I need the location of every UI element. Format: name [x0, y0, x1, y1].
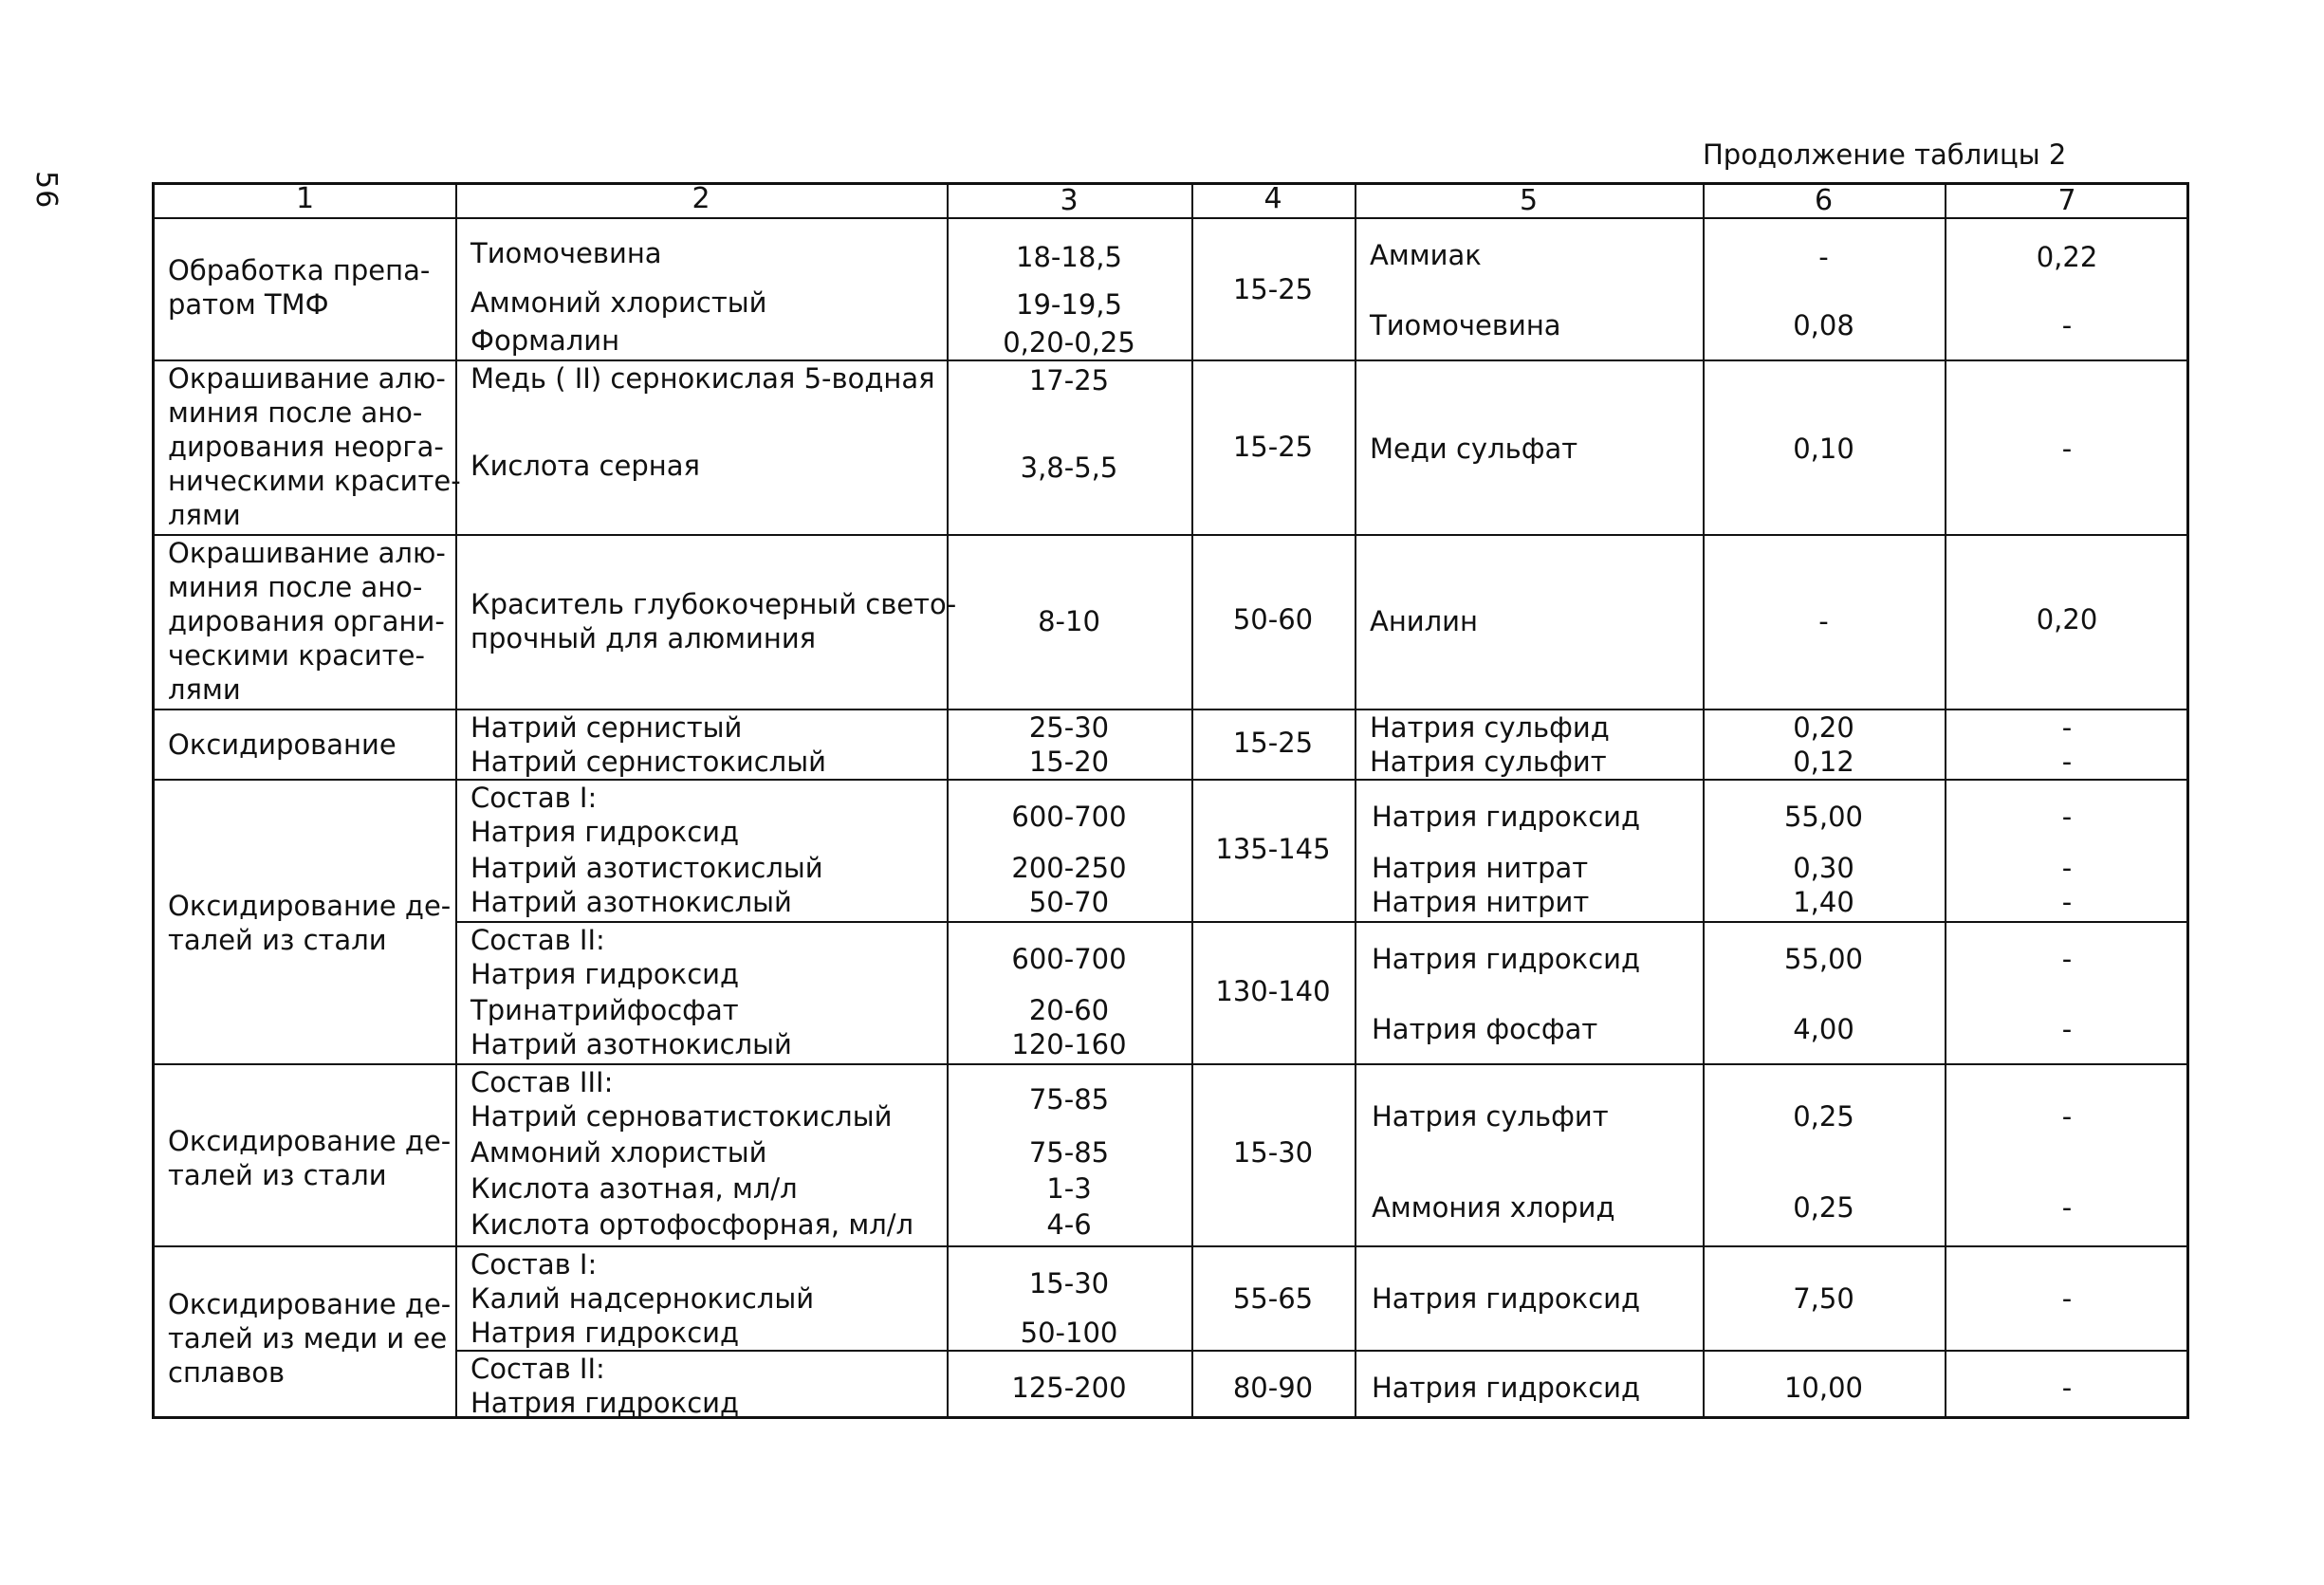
table-caption: Продолжение таблицы 2	[1703, 138, 2067, 171]
column-divider	[1191, 185, 1193, 1416]
component-cell: Натрий сернистокислый	[470, 746, 826, 778]
value-cell: -	[2061, 1372, 2073, 1404]
column-divider	[1355, 185, 1356, 1416]
component-cell: Аммоний хлористый	[470, 1136, 767, 1169]
component-cell: Состав II:	[470, 1353, 605, 1385]
component-cell: Состав I:	[470, 1248, 598, 1281]
value-cell: 0,22	[2036, 241, 2098, 273]
component-cell: Калий надсернокислый	[470, 1282, 815, 1315]
substance-cell: Аммония хлорид	[1372, 1191, 1615, 1224]
value-cell: 7,50	[1793, 1282, 1854, 1315]
temperature-cell: 50-60	[1232, 603, 1314, 636]
concentration-cell: 8-10	[1038, 605, 1100, 637]
substance-cell: Натрия нитрат	[1372, 852, 1589, 884]
temperature-cell: 55-65	[1232, 1282, 1314, 1315]
component-cell: Аммоний хлористый	[470, 286, 767, 319]
row-divider	[155, 534, 2186, 536]
value-cell: 0,30	[1793, 852, 1854, 884]
value-cell: -	[2061, 433, 2073, 465]
temperature-cell: 15-25	[1232, 273, 1314, 305]
substance-cell: Натрия сульфит	[1372, 1100, 1609, 1133]
concentration-cell: 120-160	[1011, 1028, 1127, 1060]
value-cell: -	[1818, 241, 1829, 273]
value-cell: 0,20	[1793, 711, 1854, 744]
concentration-cell: 75-85	[1028, 1136, 1110, 1169]
concentration-cell: 17-25	[1028, 364, 1110, 396]
concentration-cell: 25-30	[1028, 711, 1110, 744]
value-cell: 0,20	[2036, 603, 2098, 636]
component-cell: Натрий сернистый	[470, 711, 743, 744]
concentration-cell: 3,8-5,5	[1020, 452, 1118, 484]
header-cell: 3	[1060, 184, 1079, 217]
component-cell: Краситель глубокочерный свето- прочный для алюминия	[470, 588, 957, 654]
component-cell: Натрия гидроксид	[470, 958, 740, 990]
concentration-cell: 20-60	[1028, 994, 1110, 1026]
process-cell: Оксидирование де- талей из стали	[168, 890, 452, 956]
component-cell: Кислота серная	[470, 450, 700, 482]
concentration-cell: 1-3	[1046, 1172, 1092, 1205]
header-cell: 2	[692, 182, 710, 215]
component-cell: Натрия гидроксид	[470, 1387, 740, 1419]
value-cell: -	[2061, 746, 2073, 778]
concentration-cell: 75-85	[1028, 1083, 1110, 1115]
value-cell: 0,25	[1793, 1100, 1854, 1133]
concentration-cell: 4-6	[1046, 1208, 1092, 1241]
concentration-cell: 19-19,5	[1016, 288, 1122, 321]
substance-cell: Натрия фосфат	[1372, 1013, 1598, 1045]
block-divider	[455, 1350, 2186, 1352]
concentration-cell: 600-700	[1011, 801, 1127, 833]
substance-cell: Аммиак	[1370, 239, 1482, 271]
value-cell: -	[2061, 1013, 2073, 1045]
temperature-cell: 15-25	[1232, 727, 1314, 759]
component-cell: Тринатрийфосфат	[470, 994, 739, 1026]
substance-cell: Натрия сульфид	[1370, 711, 1610, 744]
component-cell: Натрия гидроксид	[470, 1317, 740, 1349]
substance-cell: Натрия нитрит	[1372, 886, 1590, 918]
concentration-cell: 15-20	[1028, 746, 1110, 778]
temperature-cell: 15-25	[1232, 431, 1314, 463]
value-cell: -	[2061, 801, 2073, 833]
concentration-cell: 50-100	[1020, 1317, 1118, 1349]
concentration-cell: 200-250	[1011, 852, 1127, 884]
value-cell: -	[2061, 1100, 2073, 1133]
row-divider	[155, 1063, 2186, 1065]
value-cell: -	[2061, 943, 2073, 975]
concentration-cell: 18-18,5	[1016, 241, 1122, 273]
value-cell: 10,00	[1783, 1372, 1864, 1404]
substance-cell: Натрия сульфит	[1370, 746, 1607, 778]
component-cell: Тиомочевина	[470, 237, 662, 269]
substance-cell: Меди сульфат	[1370, 433, 1578, 465]
concentration-cell: 15-30	[1028, 1267, 1110, 1299]
substance-cell: Натрия гидроксид	[1372, 801, 1641, 833]
process-cell: Оксидирование	[168, 728, 397, 761]
temperature-cell: 130-140	[1215, 975, 1331, 1007]
temperature-cell: 135-145	[1215, 833, 1331, 865]
value-cell: -	[2061, 886, 2073, 918]
component-cell: Натрий азотнокислый	[470, 886, 792, 918]
component-cell: Состав III:	[470, 1066, 614, 1098]
data-table	[152, 182, 2189, 1419]
header-cell: 5	[1519, 184, 1539, 217]
process-cell: Обработка препа- ратом ТМФ	[168, 254, 431, 321]
component-cell: Натрий азотнокислый	[470, 1028, 792, 1060]
process-cell: Окрашивание алю- миния после ано- дирования неорга- ническими красите- лями	[168, 362, 461, 531]
component-cell: Медь ( II) сернокислая 5-водная	[470, 362, 935, 395]
value-cell: -	[2061, 309, 2073, 341]
process-cell: Оксидирование де- талей из меди и ее сплавов	[168, 1288, 452, 1389]
substance-cell: Натрия гидроксид	[1372, 1372, 1641, 1404]
value-cell: -	[2061, 852, 2073, 884]
component-cell: Кислота азотная, мл/л	[470, 1172, 798, 1205]
substance-cell: Натрия гидроксид	[1372, 1282, 1641, 1315]
block-divider	[455, 921, 2186, 923]
concentration-cell: 0,20-0,25	[1003, 326, 1135, 359]
value-cell: 0,12	[1793, 746, 1854, 778]
value-cell: 0,10	[1793, 433, 1854, 465]
component-cell: Состав II:	[470, 924, 605, 956]
value-cell: 55,00	[1783, 943, 1864, 975]
header-cell: 7	[2057, 184, 2076, 217]
value-cell: -	[1818, 605, 1829, 637]
value-cell: 0,25	[1793, 1191, 1854, 1224]
process-cell: Окрашивание алю- миния после ано- дирования органи- ческими красите- лями	[168, 537, 446, 706]
row-divider	[155, 779, 2186, 781]
value-cell: 1,40	[1793, 886, 1854, 918]
component-cell: Натрий серноватистокислый	[470, 1100, 893, 1133]
concentration-cell: 50-70	[1028, 886, 1110, 918]
substance-cell: Тиомочевина	[1370, 309, 1561, 341]
concentration-cell: 600-700	[1011, 943, 1127, 975]
component-cell: Формалин	[470, 324, 620, 357]
component-cell: Натрий азотистокислый	[470, 852, 823, 884]
value-cell: -	[2061, 1282, 2073, 1315]
component-cell: Натрия гидроксид	[470, 816, 740, 848]
value-cell: 4,00	[1793, 1013, 1854, 1045]
header-cell: 1	[295, 182, 315, 215]
substance-cell: Натрия гидроксид	[1372, 943, 1641, 975]
concentration-cell: 125-200	[1011, 1372, 1127, 1404]
value-cell: 55,00	[1783, 801, 1864, 833]
value-cell: -	[2061, 1191, 2073, 1224]
row-divider	[155, 1245, 2186, 1247]
component-cell: Состав I:	[470, 782, 598, 814]
process-cell: Оксидирование де- талей из стали	[168, 1125, 452, 1191]
header-cell: 6	[1814, 184, 1834, 217]
component-cell: Кислота ортофосфорная, мл/л	[470, 1208, 914, 1241]
value-cell: -	[2061, 711, 2073, 744]
page-number: 56	[29, 171, 63, 210]
value-cell: 0,08	[1793, 309, 1854, 341]
temperature-cell: 15-30	[1232, 1136, 1314, 1169]
header-cell: 4	[1263, 182, 1282, 215]
substance-cell: Анилин	[1370, 605, 1478, 637]
temperature-cell: 80-90	[1232, 1372, 1314, 1404]
